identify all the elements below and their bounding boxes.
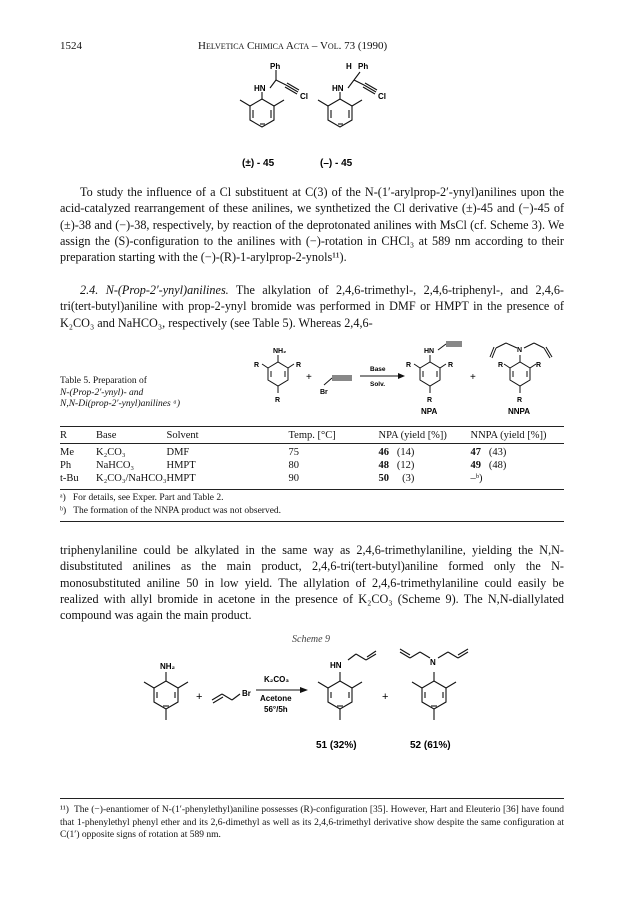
paragraph-text: To study the influence of a Cl substituent at C(3) of the N-(1′-arylprop-2′-ynyl)anilines upon the acid-catalyzed rearrangement of these anilines, we synthetized the Cl derivative (±)-45 and (−)-45 of (±)-38 and (−)-38, respectively, by reaction of the deprotonated anilines with MsCl (cf. Scheme 3). We assign the (S)-configuration to the anilines with (−)-rotation in CHCl₃ at 589 nm according to their preparation starting with the (−)-(R)-1-arylprop-2-ynols¹¹). (60, 185, 564, 265)
cell-npa-yield: (3) (402, 473, 415, 484)
base-label: Base (370, 366, 386, 373)
table-row (60, 444, 564, 461)
cell-nnpa-yield: (43) (488, 447, 507, 458)
cell-r: Ph (60, 460, 72, 471)
table5-reaction-scheme (240, 340, 570, 425)
cell-solvent: DMF (166, 447, 190, 458)
n-label: N (430, 658, 436, 667)
column-header: Temp. [°C] (288, 427, 378, 444)
ph-label: Ph (358, 62, 369, 71)
r-label: R (275, 397, 281, 404)
plus-sign: + (306, 372, 312, 383)
nnpa-label: NNPA (508, 407, 531, 416)
cell-temp: 80 (288, 460, 299, 471)
plus-sign: + (196, 691, 203, 703)
table-row (60, 460, 564, 473)
cell-npa-yield: (14) (396, 447, 415, 458)
nh2-label: NH₂ (273, 348, 287, 355)
cell-temp: 90 (288, 473, 378, 490)
footnote-rule (60, 798, 564, 799)
footnote-text: The formation of the NNPA product was not observed. (73, 506, 282, 516)
r-label: R (517, 397, 523, 404)
footnote-text: The (−)-enantiomer of N-(1′-phenylethyl)aniline possesses (R)-configuration [35]. However, Hart and Eleuterio [36] have found that 1-phenylethyl phenyl ether and its 2,6-dimethyl as well as its 2,4,6-trimethyl derivative show despite the same configuration at C(1′) opposite signs of rotation at 589 nm. (60, 805, 564, 840)
reagent-label: K₂CO₃ (264, 675, 290, 684)
page-footnote (60, 804, 564, 842)
cell-npa: 48 (378, 460, 389, 471)
scheme-title: Scheme 9 (292, 634, 331, 645)
product-label: 52 (61%) (410, 740, 451, 751)
footnote-mark: ᵇ) (60, 506, 67, 516)
r-label: R (406, 362, 412, 369)
table-rule (60, 521, 564, 522)
section-heading: 2.4. N-(Prop-2′-ynyl)anilines. (80, 283, 229, 297)
hn-label: HN (330, 661, 342, 670)
caption-line: Table 5. Preparation of (60, 376, 147, 386)
cell-temp: 75 (288, 447, 299, 458)
h-label: H (346, 62, 352, 71)
footnote-text: For details, see Exper. Part and Table 2. (72, 493, 224, 503)
cl-label: Cl (378, 92, 386, 101)
solvent-label: Solv. (370, 381, 386, 388)
cell-solvent: HMPT (166, 473, 288, 490)
br-label: Br (242, 689, 251, 698)
cell-npa: 46 (378, 447, 389, 458)
r-label: R (427, 397, 433, 404)
nh2-label: NH₂ (160, 662, 176, 671)
cell-nnpa: 47 (470, 447, 481, 458)
caption-line: N,N-Di(prop-2′-ynyl)anilines ᵃ) (60, 399, 181, 409)
cell-nnpa: –ᵇ) (470, 473, 483, 484)
ph-label: Ph (270, 62, 281, 71)
hn-label: HN (424, 348, 435, 355)
cell-base: K₂CO₃/NaHCO₃ (96, 473, 166, 490)
br-label: Br (320, 389, 328, 396)
compound-label: (–) - 45 (320, 158, 353, 169)
cell-nnpa: 49 (470, 460, 481, 471)
table-header-row (60, 427, 564, 444)
column-header: Base (96, 427, 166, 444)
n-label: N (517, 347, 523, 354)
footnote-mark: ᵃ) (60, 493, 66, 503)
plus-sign: + (470, 372, 476, 383)
running-header: Helvetica Chimica Acta – Vol. 73 (1990) (198, 40, 388, 52)
table-5 (60, 426, 564, 490)
caption-line: N-(Prop-2′-ynyl)- and (60, 387, 144, 398)
compound-45-structures (220, 58, 420, 178)
table-footnote (60, 506, 281, 516)
cell-npa: 50 (378, 473, 389, 484)
body-paragraph (60, 184, 564, 265)
body-paragraph (60, 282, 564, 331)
body-paragraph (60, 542, 564, 623)
hn-label: HN (332, 84, 344, 93)
column-header: R (60, 427, 96, 444)
cell-r: Me (60, 447, 74, 458)
r-label: R (536, 362, 542, 369)
paragraph-text: The alkylation of 2,4,6-trimethyl-, 2,4,6-triphenyl-, and 2,4,6-tri(tert-butyl)aniline with prop-2-ynyl bromide was performed in DMF or HMPT in the presence of K₂CO₃ and NaHCO₃, respectively (see Table 5). Whereas 2,4,6- (60, 283, 564, 330)
r-label: R (498, 362, 504, 369)
hn-label: HN (254, 84, 266, 93)
cell-base: K₂CO₃ (96, 447, 126, 458)
cell-r: t-Bu (60, 473, 96, 490)
plus-sign: + (382, 691, 389, 703)
compound-label: (±) - 45 (242, 158, 275, 169)
product-label: 51 (32%) (316, 740, 357, 751)
cl-label: Cl (300, 92, 308, 101)
conditions-label: 56°/5h (264, 705, 288, 714)
table-footnote (60, 493, 224, 503)
cell-nnpa-yield: (48) (488, 460, 507, 471)
r-label: R (296, 362, 302, 369)
npa-label: NPA (421, 407, 438, 416)
column-header: NPA (yield [%]) (378, 427, 470, 444)
page-number: 1524 (60, 40, 82, 52)
r-label: R (254, 362, 260, 369)
table-row (60, 473, 564, 490)
solvent-label: Acetone (260, 694, 292, 703)
column-header: Solvent (166, 427, 288, 444)
r-label: R (448, 362, 454, 369)
scheme-9-diagram (130, 648, 510, 758)
cell-base: NaHCO₃ (96, 460, 135, 471)
table-caption (60, 376, 180, 411)
footnote-mark: ¹¹) (60, 805, 69, 815)
column-header: NNPA (yield [%]) (470, 427, 564, 444)
paragraph-text: triphenylaniline could be alkylated in the same way as 2,4,6-trimethylaniline, yielding the N,N-disubstituted anilines as the main product, 2,4,6-tri(tert-butyl)aniline formed only the N-monosubstituted aniline 50 in low yield. The allylation of 2,4,6-trimethylaniline could easily be realized with allyl bromide in acetone in the presence of K₂CO₃ (Scheme 9). The N,N-diallylated compound was again the main product. (60, 543, 564, 623)
cell-solvent: HMPT (166, 460, 196, 471)
cell-npa-yield: (12) (396, 460, 415, 471)
